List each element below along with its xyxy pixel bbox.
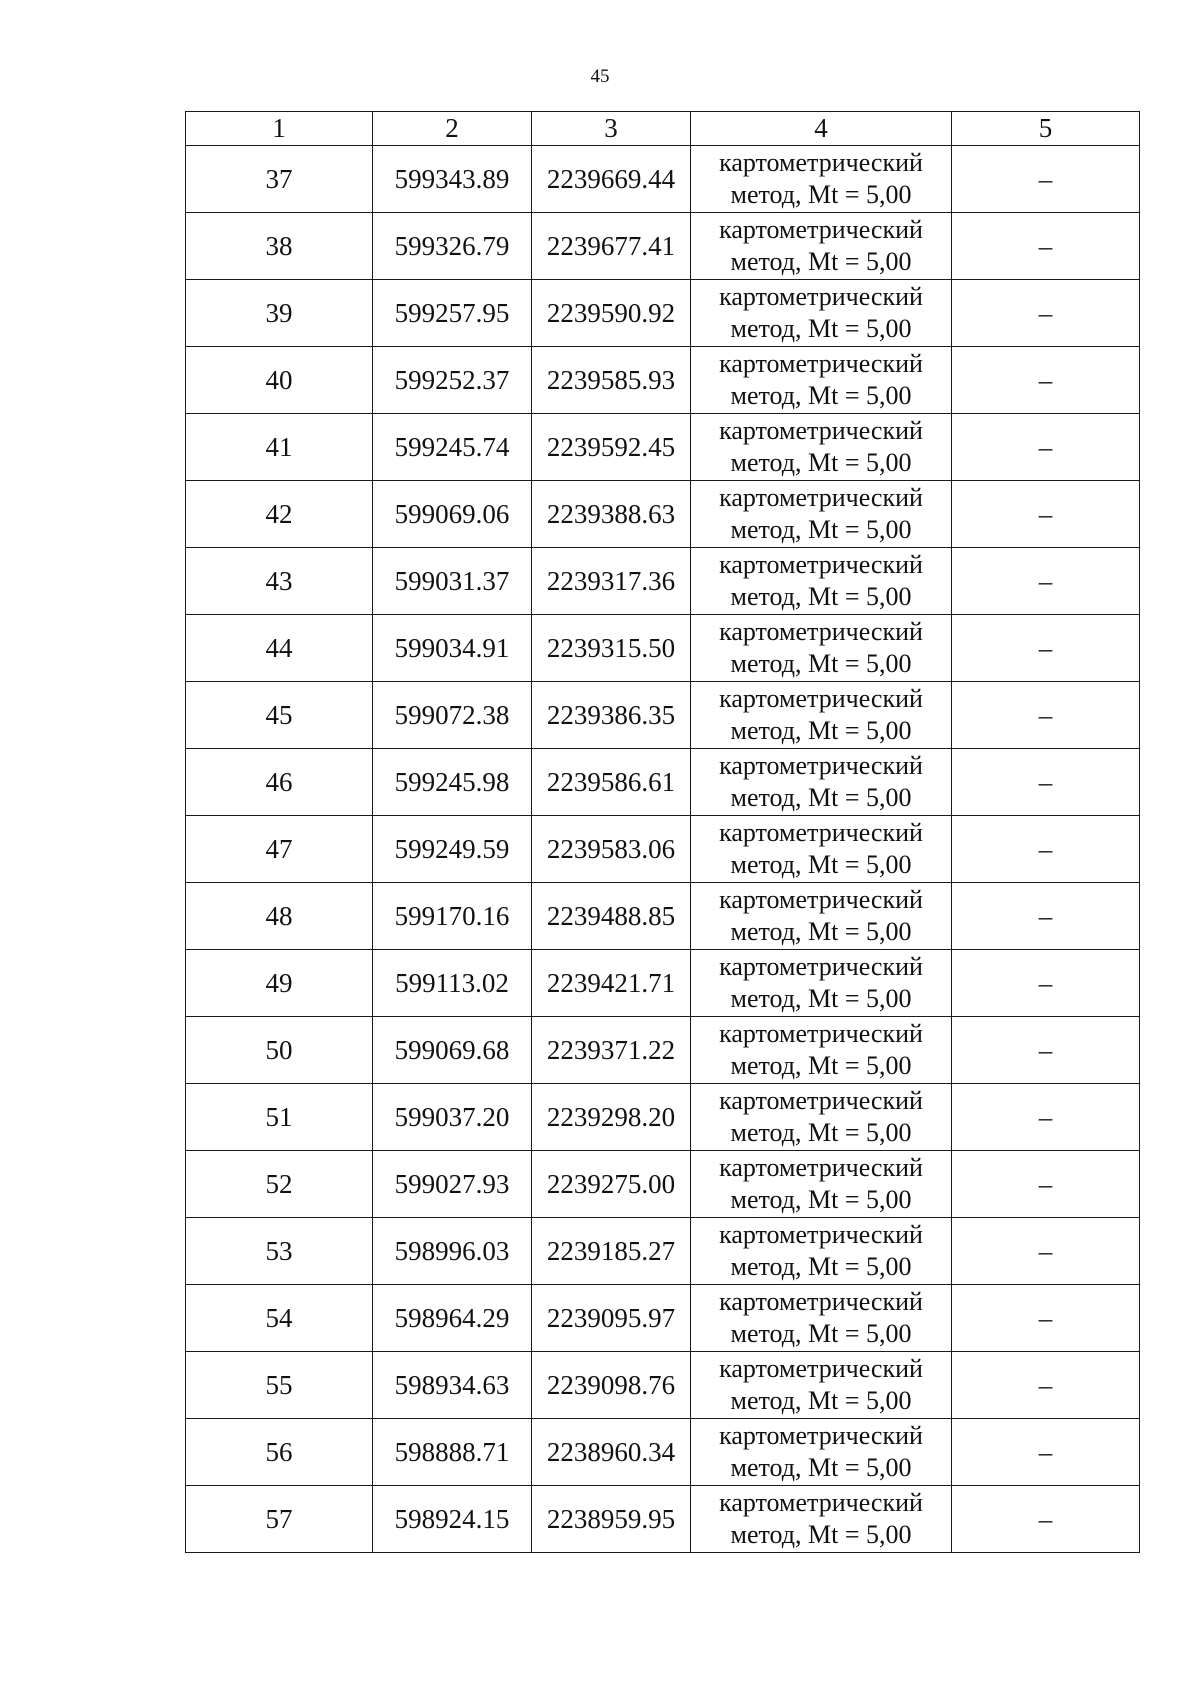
method-cell xyxy=(691,1084,952,1151)
method-line-2: метод, Mt = 5,00 xyxy=(730,180,912,209)
method-line-1: картометрический xyxy=(719,617,923,646)
method-line-2: метод, Mt = 5,00 xyxy=(730,917,912,946)
point-number-cell: 54 xyxy=(186,1285,373,1352)
method-line-1: картометрический xyxy=(719,1220,923,1249)
header-col-1: 1 xyxy=(186,112,373,146)
point-number-cell: 50 xyxy=(186,1017,373,1084)
method-cell xyxy=(691,1419,952,1486)
note-cell: – xyxy=(952,682,1140,749)
x-coordinate-cell: 599170.16 xyxy=(373,883,532,950)
x-coordinate-cell: 599031.37 xyxy=(373,548,532,615)
method-line-2: метод, Mt = 5,00 xyxy=(730,582,912,611)
table-row xyxy=(186,1017,1140,1084)
method-line-2: метод, Mt = 5,00 xyxy=(730,381,912,410)
method-line-1: картометрический xyxy=(719,550,923,579)
note-cell: – xyxy=(952,1352,1140,1419)
y-coordinate-cell: 2239317.36 xyxy=(532,548,691,615)
y-coordinate-cell: 2239677.41 xyxy=(532,213,691,280)
point-number-cell: 44 xyxy=(186,615,373,682)
table-row xyxy=(186,1285,1140,1352)
table-row xyxy=(186,749,1140,816)
method-cell xyxy=(691,1352,952,1419)
method-line-2: метод, Mt = 5,00 xyxy=(730,1051,912,1080)
x-coordinate-cell: 599113.02 xyxy=(373,950,532,1017)
point-number-cell: 53 xyxy=(186,1218,373,1285)
y-coordinate-cell: 2239585.93 xyxy=(532,347,691,414)
point-number-cell: 43 xyxy=(186,548,373,615)
note-cell: – xyxy=(952,1218,1140,1285)
note-cell: – xyxy=(952,1486,1140,1553)
point-number-cell: 38 xyxy=(186,213,373,280)
point-number-cell: 39 xyxy=(186,280,373,347)
y-coordinate-cell: 2238959.95 xyxy=(532,1486,691,1553)
method-line-1: картометрический xyxy=(719,684,923,713)
method-line-1: картометрический xyxy=(719,1488,923,1517)
y-coordinate-cell: 2239669.44 xyxy=(532,146,691,213)
table-row xyxy=(186,1486,1140,1553)
note-cell: – xyxy=(952,1017,1140,1084)
x-coordinate-cell: 599343.89 xyxy=(373,146,532,213)
note-cell: – xyxy=(952,950,1140,1017)
method-line-2: метод, Mt = 5,00 xyxy=(730,649,912,678)
method-cell xyxy=(691,280,952,347)
y-coordinate-cell: 2239185.27 xyxy=(532,1218,691,1285)
x-coordinate-cell: 599027.93 xyxy=(373,1151,532,1218)
method-line-1: картометрический xyxy=(719,818,923,847)
table-row xyxy=(186,1084,1140,1151)
point-number-cell: 52 xyxy=(186,1151,373,1218)
point-number-cell: 49 xyxy=(186,950,373,1017)
table-row xyxy=(186,682,1140,749)
point-number-cell: 45 xyxy=(186,682,373,749)
point-number-cell: 42 xyxy=(186,481,373,548)
point-number-cell: 40 xyxy=(186,347,373,414)
x-coordinate-cell: 599245.98 xyxy=(373,749,532,816)
table-row xyxy=(186,615,1140,682)
header-col-3: 3 xyxy=(532,112,691,146)
x-coordinate-cell: 599034.91 xyxy=(373,615,532,682)
x-coordinate-cell: 599069.06 xyxy=(373,481,532,548)
method-cell xyxy=(691,950,952,1017)
method-line-2: метод, Mt = 5,00 xyxy=(730,448,912,477)
method-line-1: картометрический xyxy=(719,1354,923,1383)
table-row xyxy=(186,481,1140,548)
method-line-2: метод, Mt = 5,00 xyxy=(730,1252,912,1281)
note-cell: – xyxy=(952,883,1140,950)
method-line-2: метод, Mt = 5,00 xyxy=(730,515,912,544)
point-number-cell: 56 xyxy=(186,1419,373,1486)
x-coordinate-cell: 598924.15 xyxy=(373,1486,532,1553)
note-cell: – xyxy=(952,1285,1140,1352)
note-cell: – xyxy=(952,1084,1140,1151)
point-number-cell: 55 xyxy=(186,1352,373,1419)
method-cell xyxy=(691,548,952,615)
method-cell xyxy=(691,749,952,816)
method-cell xyxy=(691,1151,952,1218)
method-line-1: картометрический xyxy=(719,416,923,445)
y-coordinate-cell: 2239583.06 xyxy=(532,816,691,883)
header-col-4: 4 xyxy=(691,112,952,146)
method-line-2: метод, Mt = 5,00 xyxy=(730,247,912,276)
coordinates-table xyxy=(185,111,1140,1553)
point-number-cell: 46 xyxy=(186,749,373,816)
table-row xyxy=(186,1419,1140,1486)
y-coordinate-cell: 2239388.63 xyxy=(532,481,691,548)
method-cell xyxy=(691,1486,952,1553)
method-cell xyxy=(691,1218,952,1285)
method-cell xyxy=(691,146,952,213)
x-coordinate-cell: 598888.71 xyxy=(373,1419,532,1486)
note-cell: – xyxy=(952,1419,1140,1486)
method-line-1: картометрический xyxy=(719,215,923,244)
x-coordinate-cell: 598934.63 xyxy=(373,1352,532,1419)
table-row xyxy=(186,1218,1140,1285)
table-row xyxy=(186,414,1140,481)
method-line-1: картометрический xyxy=(719,1421,923,1450)
x-coordinate-cell: 599252.37 xyxy=(373,347,532,414)
note-cell: – xyxy=(952,816,1140,883)
note-cell: – xyxy=(952,548,1140,615)
table-header xyxy=(186,112,1140,146)
method-line-2: метод, Mt = 5,00 xyxy=(730,1520,912,1549)
method-cell xyxy=(691,347,952,414)
table-row xyxy=(186,1151,1140,1218)
table-row xyxy=(186,883,1140,950)
method-line-1: картометрический xyxy=(719,148,923,177)
point-number-cell: 47 xyxy=(186,816,373,883)
method-cell xyxy=(691,213,952,280)
method-line-1: картометрический xyxy=(719,1086,923,1115)
y-coordinate-cell: 2239371.22 xyxy=(532,1017,691,1084)
method-cell xyxy=(691,414,952,481)
method-cell xyxy=(691,1285,952,1352)
method-line-2: метод, Mt = 5,00 xyxy=(730,783,912,812)
point-number-cell: 57 xyxy=(186,1486,373,1553)
y-coordinate-cell: 2238960.34 xyxy=(532,1419,691,1486)
method-line-1: картометрический xyxy=(719,751,923,780)
method-cell xyxy=(691,481,952,548)
x-coordinate-cell: 599257.95 xyxy=(373,280,532,347)
method-line-2: метод, Mt = 5,00 xyxy=(730,1185,912,1214)
x-coordinate-cell: 599326.79 xyxy=(373,213,532,280)
x-coordinate-cell: 599037.20 xyxy=(373,1084,532,1151)
note-cell: – xyxy=(952,347,1140,414)
note-cell: – xyxy=(952,1151,1140,1218)
method-line-2: метод, Mt = 5,00 xyxy=(730,1453,912,1482)
method-line-2: метод, Mt = 5,00 xyxy=(730,850,912,879)
method-cell xyxy=(691,816,952,883)
table-row xyxy=(186,347,1140,414)
header-col-5: 5 xyxy=(952,112,1140,146)
table-row xyxy=(186,146,1140,213)
header-row xyxy=(186,112,1140,146)
x-coordinate-cell: 599245.74 xyxy=(373,414,532,481)
x-coordinate-cell: 599069.68 xyxy=(373,1017,532,1084)
method-line-1: картометрический xyxy=(719,1153,923,1182)
method-line-1: картометрический xyxy=(719,885,923,914)
note-cell: – xyxy=(952,481,1140,548)
table-body xyxy=(186,146,1140,1553)
y-coordinate-cell: 2239315.50 xyxy=(532,615,691,682)
y-coordinate-cell: 2239275.00 xyxy=(532,1151,691,1218)
note-cell: – xyxy=(952,414,1140,481)
method-line-1: картометрический xyxy=(719,1287,923,1316)
y-coordinate-cell: 2239421.71 xyxy=(532,950,691,1017)
x-coordinate-cell: 599072.38 xyxy=(373,682,532,749)
y-coordinate-cell: 2239095.97 xyxy=(532,1285,691,1352)
point-number-cell: 51 xyxy=(186,1084,373,1151)
note-cell: – xyxy=(952,213,1140,280)
method-line-2: метод, Mt = 5,00 xyxy=(730,984,912,1013)
method-cell xyxy=(691,615,952,682)
note-cell: – xyxy=(952,146,1140,213)
method-line-1: картометрический xyxy=(719,952,923,981)
method-line-2: метод, Mt = 5,00 xyxy=(730,716,912,745)
header-col-2: 2 xyxy=(373,112,532,146)
method-line-2: метод, Mt = 5,00 xyxy=(730,314,912,343)
y-coordinate-cell: 2239098.76 xyxy=(532,1352,691,1419)
method-cell xyxy=(691,1017,952,1084)
point-number-cell: 48 xyxy=(186,883,373,950)
method-line-1: картометрический xyxy=(719,1019,923,1048)
method-cell xyxy=(691,682,952,749)
table-row xyxy=(186,950,1140,1017)
point-number-cell: 37 xyxy=(186,146,373,213)
method-line-2: метод, Mt = 5,00 xyxy=(730,1118,912,1147)
x-coordinate-cell: 598996.03 xyxy=(373,1218,532,1285)
x-coordinate-cell: 599249.59 xyxy=(373,816,532,883)
table-row xyxy=(186,280,1140,347)
note-cell: – xyxy=(952,615,1140,682)
method-line-1: картометрический xyxy=(719,483,923,512)
y-coordinate-cell: 2239488.85 xyxy=(532,883,691,950)
table-row xyxy=(186,213,1140,280)
y-coordinate-cell: 2239586.61 xyxy=(532,749,691,816)
method-line-2: метод, Mt = 5,00 xyxy=(730,1319,912,1348)
method-line-1: картометрический xyxy=(719,282,923,311)
note-cell: – xyxy=(952,280,1140,347)
note-cell: – xyxy=(952,749,1140,816)
method-line-1: картометрический xyxy=(719,349,923,378)
y-coordinate-cell: 2239386.35 xyxy=(532,682,691,749)
table-row xyxy=(186,816,1140,883)
page-number: 45 xyxy=(590,66,610,87)
y-coordinate-cell: 2239298.20 xyxy=(532,1084,691,1151)
method-line-2: метод, Mt = 5,00 xyxy=(730,1386,912,1415)
y-coordinate-cell: 2239590.92 xyxy=(532,280,691,347)
y-coordinate-cell: 2239592.45 xyxy=(532,414,691,481)
x-coordinate-cell: 598964.29 xyxy=(373,1285,532,1352)
table-row xyxy=(186,1352,1140,1419)
point-number-cell: 41 xyxy=(186,414,373,481)
method-cell xyxy=(691,883,952,950)
table-row xyxy=(186,548,1140,615)
